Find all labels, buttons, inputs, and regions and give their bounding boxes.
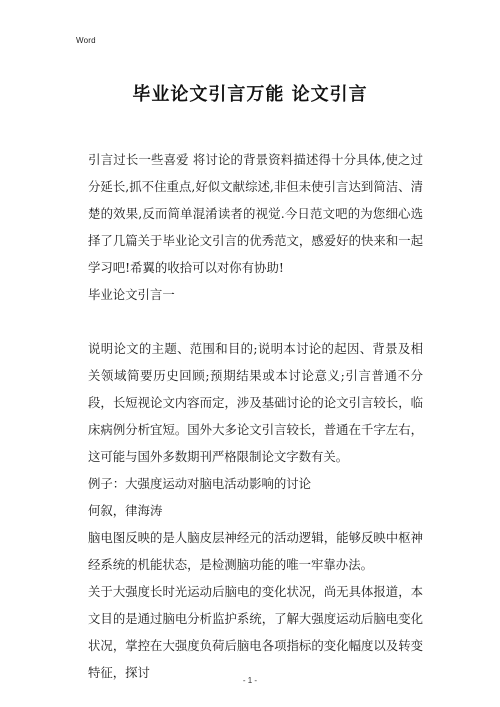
paragraph-example-title-text: 例子：大强度运动对脑电活动影响的讨论	[88, 476, 312, 491]
section-heading-1-text: 毕业论文引言一	[88, 287, 175, 302]
paragraph-intro-text: 引言过长一些喜爱 将讨论的背景资料描述得十分具体,使之过分延长,抓不住重点,好似文献综述,非但未使引言达到简洁、清楚的效果,反而简单混淆读者的视觉.今日范文吧的为您细心选择了几篇关于毕业论文引言的优秀范文，感爱好的快来和一起学习吧!希翼的收拾可以对你有协助!	[88, 152, 423, 275]
paragraph-study	[88, 578, 423, 686]
document-title: 毕业论文引言万能 论文引言	[132, 84, 368, 105]
paragraph-intro	[88, 146, 423, 281]
paragraph-explanation	[88, 335, 423, 470]
app-header-label: Word	[76, 36, 96, 45]
paragraph-study-text: 关于大强度长时光运动后脑电的变化状况，尚无具体报道，本文目的是通过脑电分析监护系统，了解大强度运动后脑电变化状况，掌控在大强度负荷后脑电各项指标的变化幅度以及转变特征，探讨	[88, 584, 423, 680]
document-body	[88, 146, 423, 686]
paragraph-eeg	[88, 524, 423, 578]
paragraph-authors	[88, 497, 423, 524]
paragraph-eeg-text: 脑电图反映的是人脑皮层神经元的活动逻辑，能够反映中枢神经系统的机能状态，是检测脑功能的唯一牢靠办法。	[88, 530, 423, 572]
blank-line	[88, 308, 423, 335]
section-heading-1	[88, 281, 423, 308]
paragraph-authors-text: 何叙，律海涛	[88, 503, 163, 518]
paragraph-example-title	[88, 470, 423, 497]
paragraph-explanation-text: 说明论文的主题、范围和目的;说明本讨论的起因、背景及相关领域简要历史回顾;预期结果或本讨论意义;引言普通不分段，长短视论文内容而定，涉及基础讨论的论文引言较长，临床病例分析宜短。国外大多论文引言较长，普通在千字左右，这可能与国外多数期刊严格限制论文字数有关。	[88, 341, 423, 464]
page-number: - 1 -	[242, 676, 258, 685]
